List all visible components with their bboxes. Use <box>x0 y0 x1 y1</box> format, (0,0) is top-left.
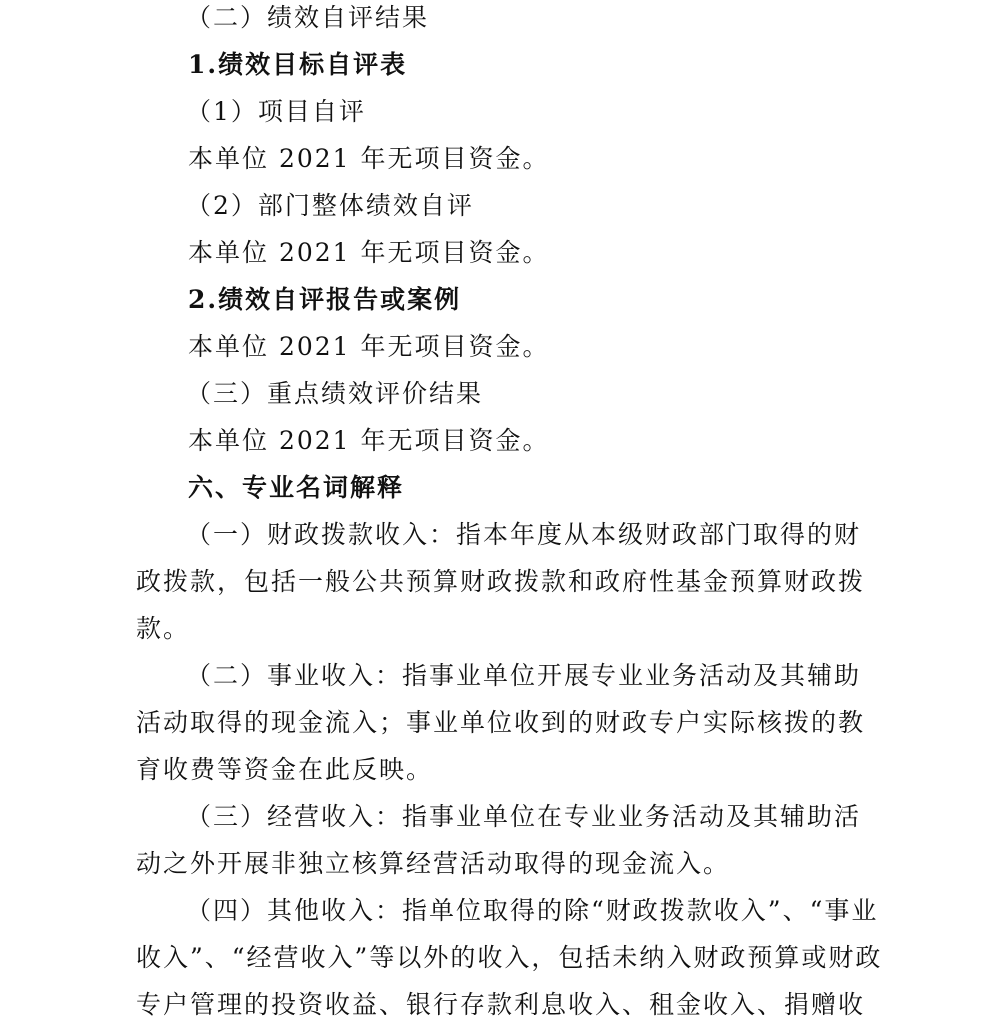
paragraph-line: （四）其他收入：指单位取得的除“财政拨款收入”、“事业 <box>186 896 879 925</box>
item-department-self-evaluation: （2）部门整体绩效自评 <box>186 191 474 220</box>
subheading-self-evaluation-report: 2.绩效自评报告或案例 <box>188 285 462 314</box>
paragraph-no-project-funds: 本单位 2021 年无项目资金。 <box>188 238 550 267</box>
section-heading-key-evaluation: （三）重点绩效评价结果 <box>186 379 484 408</box>
chapter-heading-terms: 六、专业名词解释 <box>188 473 405 502</box>
paragraph-line: （三）经营收入：指事业单位在专业业务活动及其辅助活 <box>186 802 862 831</box>
paragraph-no-project-funds: 本单位 2021 年无项目资金。 <box>188 332 550 361</box>
item-project-self-evaluation: （1）项目自评 <box>186 97 366 126</box>
paragraph-line: 专户管理的投资收益、银行存款利息收入、租金收入、捐赠收 <box>136 990 866 1019</box>
paragraph-line: （二）事业收入：指事业单位开展专业业务活动及其辅助 <box>186 661 862 690</box>
paragraph-line: 动之外开展非独立核算经营活动取得的现金流入。 <box>136 849 731 878</box>
paragraph-line: 收入”、“经营收入”等以外的收入，包括未纳入财政预算或财政 <box>136 943 883 972</box>
section-heading-performance-results: （二）绩效自评结果 <box>186 3 430 32</box>
paragraph-no-project-funds: 本单位 2021 年无项目资金。 <box>188 426 550 455</box>
paragraph-line: 政拨款，包括一般公共预算财政拨款和政府性基金预算财政拨 <box>136 567 866 596</box>
paragraph-line: 款。 <box>136 614 191 643</box>
subheading-performance-target-table: 1.绩效目标自评表 <box>188 50 408 79</box>
paragraph-no-project-funds: 本单位 2021 年无项目资金。 <box>188 144 550 173</box>
paragraph-line: （一）财政拨款收入：指本年度从本级财政部门取得的财 <box>186 520 862 549</box>
paragraph-line: 活动取得的现金流入；事业单位收到的财政专户实际核拨的教 <box>136 708 866 737</box>
paragraph-line: 育收费等资金在此反映。 <box>136 755 434 784</box>
